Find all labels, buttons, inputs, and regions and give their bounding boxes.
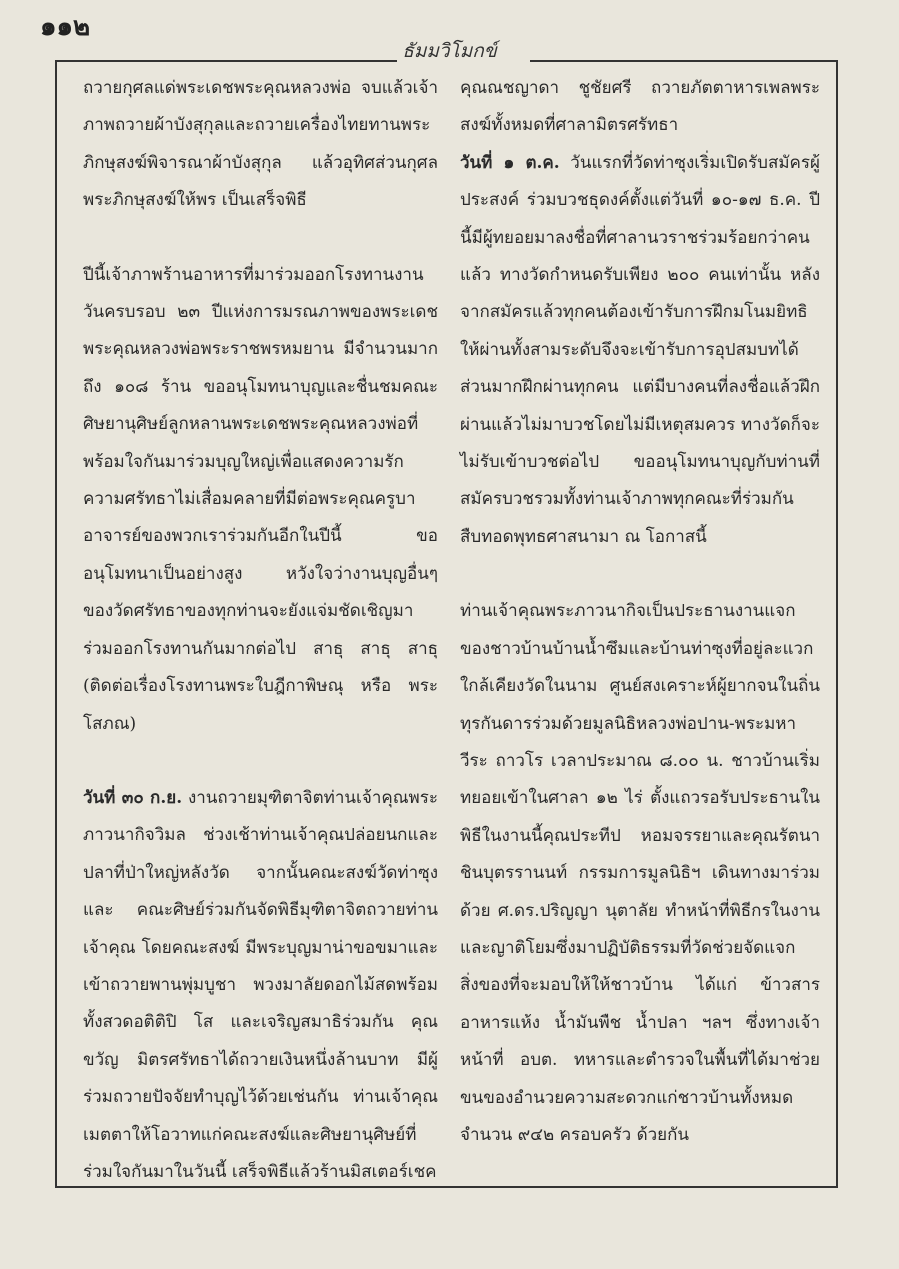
entry-date: วันที่ ๑ ต.ค.	[460, 152, 560, 173]
entry-text: งานถวายมุฑิตาจิตท่านเจ้าคุณพระภาวนากิจวิมล ช่วงเช้าท่านเจ้าคุณปล่อยนกและปลาที่ป่าใหญ่หลังวัด จากนั้นคณะสงฆ์วัดท่าซุงและ คณะศิษย์ร่วมกันจัดพิธีมุฑิตาจิตถวายท่านเจ้าคุณ โดยคณะสงฆ์ มีพระบุญมาน่าขอขมาและเข้าถวายพานพุ่มบูชา พวงมาลัยดอกไม้สดพร้อมทั้งสวดอติติปิ โส และเจริญสมาธิร่วมกัน คุณขวัญ มิตรศรัทธาได้ถวายเงินหนึ่งล้านบาท มีผู้ร่วมถวายปัจจัยทำบุญไว้ด้วยเช่นกัน ท่านเจ้าคุณเมตตาให้โอวาทแก่คณะสงฆ์และศิษยานุศิษย์ที่ร่วมใจกันมาในวันนี้ เสร็จพิธีแล้วร้านมิสเตอร์เชค	[83, 787, 438, 1182]
right-column	[460, 70, 820, 1154]
left-paragraph-1: ถวายกุศลแด่พระเดชพระคุณหลวงพ่อ จบแล้วเจ้าภาพถวายผ้าบังสุกุลและถวายเครื่องไทยทานพระภิกษุสงฆ์พิจารณาผ้าบังสุกุล แล้วอุทิศส่วนกุศลพระภิกษุสงฆ์ให้พร เป็นเสร็จพิธี	[83, 78, 438, 211]
entry-date: วันที่ ๓๐ ก.ย.	[83, 787, 183, 808]
right-paragraph-3: ท่านเจ้าคุณพระภาวนากิจเป็นประธานงานแจกของชาวบ้านบ้านน้ำซึมและบ้านท่าซุงที่อยู่ละแวกใกล้เคียงวัดในนาม ศูนย์สงเคราะห์ผู้ยากจนในถิ่นทุรกันดารร่วมด้วยมูลนิธิหลวงพ่อปาน-พระมหาวีระ ถาวโร เวลาประมาณ ๘.๐๐ น. ชาวบ้านเริ่มทยอยเข้าในศาลา ๑๒ ไร่ ตั้งแถวรอรับประธานในพิธีในงานนี้คุณประทีป หอมจรรยาและคุณรัตนาชินบุตรรานนท์ กรรมการมูลนิธิฯ เดินทางมาร่วมด้วย ศ.ดร.ปริญญา นุตาลัย ทำหน้าที่พิธีกรในงานและญาติโยมซึ่งมาปฏิบัติธรรมที่วัดช่วยจัดแจกสิ่งของที่จะมอบให้ให้ชาวบ้าน ได้แก่ ข้าวสาร อาหารแห้ง น้ำมันพืช น้ำปลา ฯลฯ ซึ่งทางเจ้าหน้าที่ อบต. ทหารและตำรวจในพื้นที่ได้มาช่วยขนของอำนวยความสะดวกแก่ชาวบ้านทั้งหมดจำนวน ๙๔๒ ครอบครัว ด้วยกัน	[460, 601, 820, 1145]
paragraph-gap	[83, 220, 438, 257]
left-column	[83, 70, 438, 1191]
entry-text: วันแรกที่วัดท่าซุงเริ่มเปิดรับสมัครผู้ประสงค์ ร่วมบวชธุดงค์ตั้งแต่วันที่ ๑๐-๑๗ ธ.ค. ปีนี้มีผู้ทยอยมาลงชื่อที่ศาลานวราชร่วมร้อยกว่าคนแล้ว ทางวัดกำหนดรับเพียง ๒๐๐ คนเท่านั้น หลังจากสมัครแล้วทุกคนต้องเข้ารับการฝึกมโนมยิทธิให้ผ่านทั้งสามระดับจึงจะเข้ารับการอุปสมบทได้ ส่วนมากฝึกผ่านทุกคน แต่มีบางคนที่ลงชื่อแล้วฝึกผ่านแล้วไม่มาบวชโดยไม่มีเหตุสมควร ทางวัดก็จะไม่รับเข้าบวชต่อไป ขออนุโมทนาบุญกับท่านที่สมัครบวชรวมทั้งท่านเจ้าภาพทุกคณะที่ร่วมกันสืบทอดพุทธศาสนามา ณ โอกาสนี้	[460, 152, 820, 547]
right-paragraph-1: คุณณชญาดา ชูชัยศรี ถวายภัตตาหารเพลพระสงฆ์ทั้งหมดที่ศาลามิตรศรัทธา	[460, 78, 820, 136]
running-title: ธัมมวิโมกข์	[402, 40, 497, 62]
left-paragraph-2: ปีนี้เจ้าภาพร้านอาหารที่มาร่วมออกโรงทานงานวันครบรอบ ๒๓ ปีแห่งการมรณภาพของพระเดชพระคุณหลวงพ่อพระราชพรหมยาน มีจำนวนมากถึง ๑๐๘ ร้าน ขออนุโมทนาบุญและชื่นชมคณะศิษยานุศิษย์ลูกหลานพระเดชพระคุณหลวงพ่อที่พร้อมใจกันมาร่วมบุญใหญ่เพื่อแสดงความรักความศรัทธาไม่เสื่อมคลายที่มีต่อพระคุณครูบาอาจารย์ของพวกเราร่วมกันอีกในปีนี้ ขออนุโมทนาเป็นอย่างสูง หวังใจว่างานบุญอื่นๆ ของวัดศรัทธาของทุกท่านจะยังแจ่มชัดเชิญมาร่วมออกโรงทานกันมากต่อไป สาธุ สาธุ สาธุ (ติดต่อเรื่องโรงทานพระใบฎีกาพิษณุ หรือ พระโสภณ)	[83, 264, 438, 734]
frame-top-rule-right	[530, 60, 838, 62]
paragraph-gap	[460, 556, 820, 593]
frame-top-rule-left	[55, 60, 397, 62]
left-paragraph-3	[83, 780, 438, 1191]
right-paragraph-2	[460, 145, 820, 556]
paragraph-gap	[83, 743, 438, 780]
page-number: ๑๑๒	[40, 12, 91, 42]
